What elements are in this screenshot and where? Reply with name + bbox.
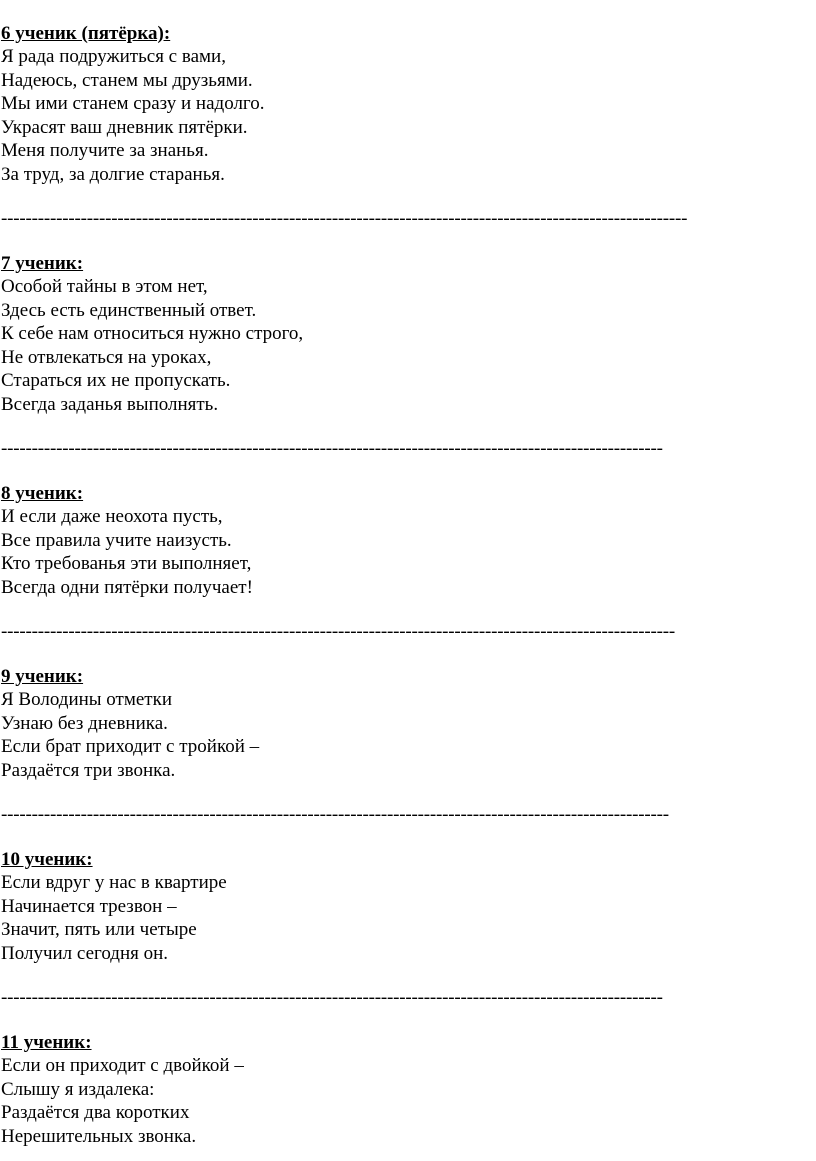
stanza-8 — [1, 482, 811, 665]
verse-line: Я рада подружиться с вами, — [1, 46, 226, 67]
verse-line: Раздаётся два коротких — [1, 1102, 190, 1123]
verse-line: Если вдруг у нас в квартире — [1, 872, 227, 893]
verse-line: К себе нам относиться нужно строго, — [1, 323, 304, 344]
verse-line: Если брат приходит с тройкой – — [1, 736, 260, 757]
document-page — [1, 22, 811, 1148]
dashed-divider: ---------------------------------------------------------------------------------------------------------------- — [1, 208, 688, 229]
verse-line: Узнаю без дневника. — [1, 712, 168, 734]
stanza-heading: 10 ученик: — [1, 849, 93, 870]
verse-line: За труд, за долгие старанья. — [1, 163, 225, 185]
verse-line: Кто требованья эти выполняет, — [1, 553, 252, 574]
verse-line: Все правила учите наизусть. — [1, 529, 232, 551]
dashed-divider: ------------------------------------------------------------------------------------------------------------ — [1, 438, 663, 459]
dashed-divider: ------------------------------------------------------------------------------------------------------------- — [1, 804, 669, 825]
stanza-6 — [1, 22, 811, 252]
verse-line: Здесь есть единственный ответ. — [1, 299, 257, 321]
verse-line: Всегда одни пятёрки получает! — [1, 576, 253, 598]
verse-line: Нерешительных звонка. — [1, 1125, 197, 1147]
verse-line: Надеюсь, станем мы друзьями. — [1, 69, 253, 91]
stanza-7 — [1, 252, 811, 482]
verse-line: Меня получите за знанья. — [1, 140, 209, 161]
stanza-heading: 8 ученик: — [1, 483, 84, 504]
verse-line: Не отвлекаться на уроках, — [1, 346, 212, 368]
verse-line: Значит, пять или четыре — [1, 919, 197, 940]
verse-line: Раздаётся три звонка. — [1, 759, 176, 781]
verse-line: И если даже неохота пусть, — [1, 506, 223, 527]
verse-line: Стараться их не пропускать. — [1, 370, 231, 391]
verse-line: Всегда заданья выполнять. — [1, 393, 219, 415]
stanza-10 — [1, 848, 811, 1031]
stanza-heading: 6 ученик (пятёрка): — [1, 23, 171, 44]
verse-line: Украсят ваш дневник пятёрки. — [1, 116, 248, 138]
verse-line: Начинается трезвон – — [1, 895, 177, 917]
verse-line: Если он приходит с двойкой – — [1, 1055, 244, 1076]
dashed-divider: ------------------------------------------------------------------------------------------------------------ — [1, 987, 663, 1008]
verse-line: Мы ими станем сразу и надолго. — [1, 93, 265, 114]
stanza-11 — [1, 1031, 811, 1148]
verse-line: Я Володины отметки — [1, 689, 173, 710]
dashed-divider: -------------------------------------------------------------------------------------------------------------- — [1, 621, 675, 642]
verse-line: Получил сегодня он. — [1, 942, 169, 964]
verse-line: Слышу я издалека: — [1, 1078, 155, 1100]
stanza-9 — [1, 665, 811, 848]
verse-line: Особой тайны в этом нет, — [1, 276, 208, 297]
stanza-heading: 9 ученик: — [1, 666, 84, 687]
stanza-heading: 11 ученик: — [1, 1032, 92, 1053]
stanza-heading: 7 ученик: — [1, 253, 84, 274]
